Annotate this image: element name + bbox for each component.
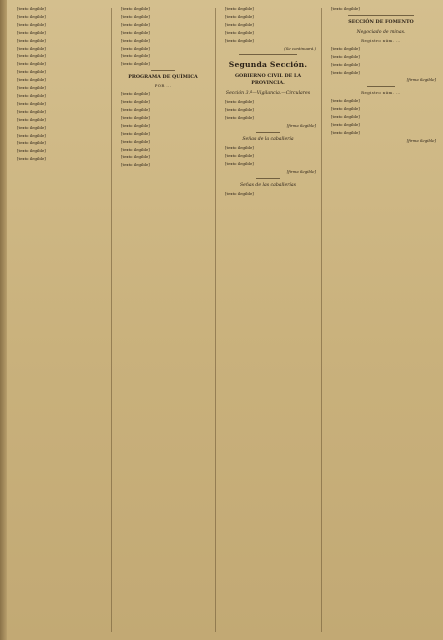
paragraph: [texto ilegible] bbox=[121, 91, 150, 97]
column-rule bbox=[215, 8, 216, 632]
paragraph: [texto ilegible] bbox=[225, 37, 254, 43]
paragraph: [texto ilegible] bbox=[17, 53, 46, 59]
paragraph: [texto ilegible] bbox=[331, 121, 360, 127]
government-title: GOBIERNO CIVIL DE LA PROVINCIA. bbox=[234, 73, 302, 87]
paragraph: [texto ilegible] bbox=[331, 69, 360, 75]
paragraph: [texto ilegible] bbox=[121, 21, 150, 27]
paragraph: [texto ilegible] bbox=[225, 160, 254, 166]
paragraph: [texto ilegible] bbox=[121, 13, 150, 19]
divider bbox=[367, 86, 395, 87]
notice-body bbox=[220, 145, 316, 167]
paragraph: [texto ilegible] bbox=[121, 45, 150, 51]
divider bbox=[256, 132, 280, 133]
registro-2-signature: [firma ilegible] bbox=[406, 137, 436, 143]
registro-1-signature: [firma ilegible] bbox=[406, 77, 436, 83]
paragraph: [texto ilegible] bbox=[331, 45, 360, 51]
program-body bbox=[116, 91, 210, 168]
paragraph: [texto ilegible] bbox=[17, 124, 46, 130]
page-binding-edge bbox=[0, 0, 7, 640]
paragraph: [texto ilegible] bbox=[17, 116, 46, 122]
paragraph: [texto ilegible] bbox=[17, 45, 46, 51]
notice-signature: [firma ilegible] bbox=[286, 168, 316, 174]
column-rule bbox=[321, 8, 322, 632]
paragraph: [texto ilegible] bbox=[17, 61, 46, 67]
paragraph: [texto ilegible] bbox=[331, 6, 360, 11]
paragraph: [texto ilegible] bbox=[17, 132, 46, 138]
paragraph: [texto ilegible] bbox=[17, 13, 46, 19]
continued-note: (Se continuará.) bbox=[284, 45, 316, 51]
section-title: Segunda Sección. bbox=[228, 60, 308, 70]
paragraph: [texto ilegible] bbox=[17, 21, 46, 27]
divider bbox=[239, 54, 297, 55]
paragraph: [texto ilegible] bbox=[17, 92, 46, 98]
paragraph: [texto ilegible] bbox=[225, 190, 254, 196]
paragraph: [texto ilegible] bbox=[331, 129, 360, 135]
paragraph: [texto ilegible] bbox=[121, 37, 150, 43]
paragraph: [texto ilegible] bbox=[121, 106, 150, 112]
paragraph: [texto ilegible] bbox=[331, 98, 360, 104]
column-1 bbox=[12, 6, 106, 634]
column-3 bbox=[220, 6, 316, 634]
paragraph: [texto ilegible] bbox=[17, 108, 46, 114]
paragraph: [texto ilegible] bbox=[331, 114, 360, 120]
column-2-body bbox=[116, 6, 210, 67]
paragraph: [texto ilegible] bbox=[17, 37, 46, 43]
paragraph: [texto ilegible] bbox=[225, 115, 254, 121]
paragraph: [texto ilegible] bbox=[17, 85, 46, 91]
paragraph: [texto ilegible] bbox=[121, 162, 150, 168]
column-4-intro bbox=[326, 6, 436, 12]
divider bbox=[348, 15, 414, 16]
paragraph: [texto ilegible] bbox=[225, 145, 254, 151]
program-author: POR ... bbox=[154, 83, 172, 89]
paragraph: [texto ilegible] bbox=[17, 156, 46, 162]
government-body bbox=[220, 99, 316, 121]
paragraph: [texto ilegible] bbox=[17, 148, 46, 154]
column-3-body bbox=[220, 6, 316, 44]
column-rule bbox=[111, 8, 112, 632]
paragraph: [texto ilegible] bbox=[331, 106, 360, 112]
government-signature: [firma ilegible] bbox=[286, 123, 316, 129]
divider bbox=[256, 178, 280, 179]
registro-1-body bbox=[326, 46, 436, 76]
paragraph: [texto ilegible] bbox=[225, 21, 254, 27]
notice-2-body bbox=[220, 191, 316, 197]
paragraph: [texto ilegible] bbox=[225, 107, 254, 113]
paragraph: [texto ilegible] bbox=[121, 99, 150, 105]
fomento-section-title: SECCIÓN DE FOMENTO bbox=[348, 18, 414, 25]
paragraph: [texto ilegible] bbox=[121, 130, 150, 136]
fomento-subsection: Negociado de minas. bbox=[356, 29, 406, 35]
divider bbox=[151, 70, 175, 71]
paragraph: [texto ilegible] bbox=[17, 29, 46, 35]
notice-title: Señas de la caballería bbox=[242, 137, 294, 143]
paragraph: [texto ilegible] bbox=[225, 6, 254, 11]
column-4 bbox=[326, 6, 436, 634]
paragraph: [texto ilegible] bbox=[17, 77, 46, 83]
paragraph: [texto ilegible] bbox=[225, 13, 254, 19]
paragraph: [texto ilegible] bbox=[121, 138, 150, 144]
paragraph: [texto ilegible] bbox=[225, 99, 254, 105]
program-title: PROGRAMA DE QUÍMICA bbox=[128, 74, 198, 81]
paragraph: [texto ilegible] bbox=[331, 61, 360, 67]
column-1-body bbox=[12, 6, 106, 162]
paragraph: [texto ilegible] bbox=[121, 154, 150, 160]
paragraph: [texto ilegible] bbox=[17, 140, 46, 146]
paragraph: [texto ilegible] bbox=[17, 6, 46, 11]
paragraph: [texto ilegible] bbox=[121, 61, 150, 67]
paragraph: [texto ilegible] bbox=[225, 152, 254, 158]
paragraph: [texto ilegible] bbox=[17, 100, 46, 106]
paragraph: [texto ilegible] bbox=[121, 122, 150, 128]
paragraph: [texto ilegible] bbox=[121, 53, 150, 59]
paragraph: [texto ilegible] bbox=[17, 69, 46, 75]
registro-1-title: Registro núm. ... bbox=[361, 37, 401, 43]
paragraph: [texto ilegible] bbox=[331, 53, 360, 59]
registro-2-body bbox=[326, 98, 436, 136]
paragraph: [texto ilegible] bbox=[225, 29, 254, 35]
column-2 bbox=[116, 6, 210, 634]
paragraph: [texto ilegible] bbox=[121, 146, 150, 152]
registro-2-title: Registro núm. ... bbox=[361, 90, 401, 96]
paragraph: [texto ilegible] bbox=[121, 114, 150, 120]
paragraph: [texto ilegible] bbox=[121, 29, 150, 35]
government-subtitle: Sección 3.ª—Vigilancia.—Circulares bbox=[225, 91, 311, 97]
paragraph: [texto ilegible] bbox=[121, 6, 150, 11]
notice-2-title: Señas de las caballerías bbox=[240, 182, 296, 188]
